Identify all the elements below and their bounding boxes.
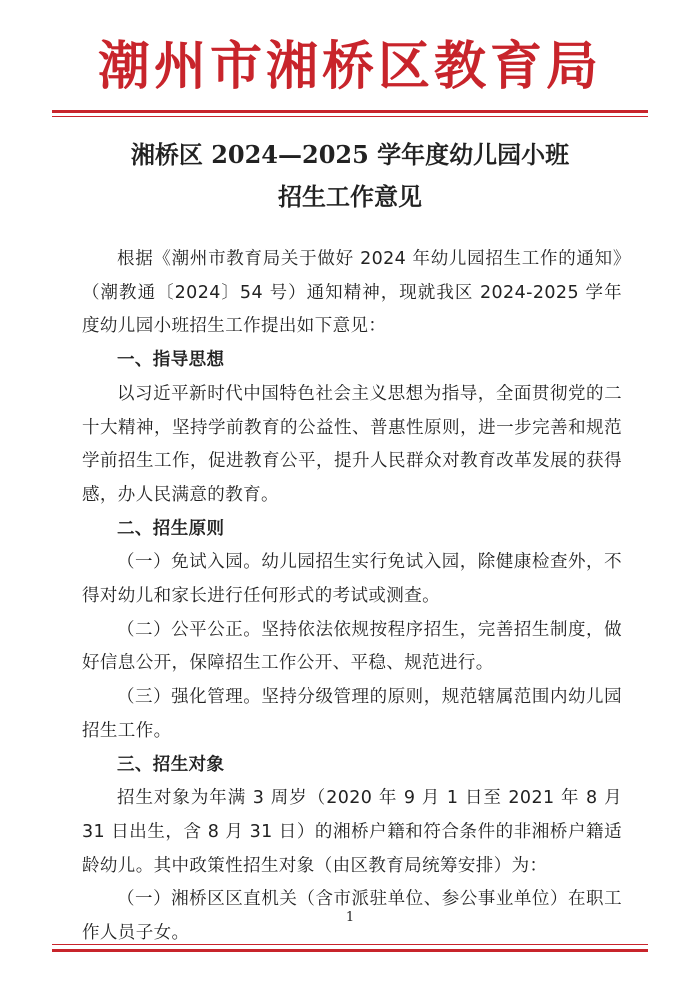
body-paragraph: （一）免试入园。幼儿园招生实行免试入园，除健康检查外，不得对幼儿和家长进行任何形式的考试或测查。 [82,552,622,607]
body-paragraph: （三）强化管理。坚持分级管理的原则，规范辖属范围内幼儿园招生工作。 [82,687,622,741]
document-body [82,243,622,951]
issuing-authority-title: 潮州市湘桥区教育局 [97,36,602,97]
document-title-line-2: 招生工作意见 [278,182,422,211]
body-paragraph: （一）湘桥区区直机关（含市派驻单位、参公事业单位）在职工作人员子女。 [82,889,622,944]
header-rule-thin [52,116,648,117]
section-heading: 一、指导思想 [117,350,225,371]
footer-rule-thin [52,944,648,945]
body-paragraph: （二）公平公正。坚持依法依规按程序招生，完善招生制度，做好信息公开，保障招生工作公开、平稳、规范进行。 [82,619,622,674]
body-paragraph: 以习近平新时代中国特色社会主义思想为指导，全面贯彻党的二十大精神，坚持学前教育的公益性、普惠性原则，进一步完善和规范学前招生工作，促进教育公平，提升人民群众对教育改革发展的获得感，办人民满意的教育。 [82,383,622,505]
body-paragraph: 根据《潮州市教育局关于做好 2024 年幼儿园招生工作的通知》（潮教通〔2024〕54 号）通知精神，现就我区 2024-2025 学年度幼儿园小班招生工作提出如下意见： [82,249,622,337]
section-heading: 三、招生对象 [117,754,225,775]
section-heading: 二、招生原则 [117,518,225,539]
footer-rule-thick [52,949,648,952]
document-title-line-1: 湘桥区 2024—2025 学年度幼儿园小班 [130,140,570,169]
page-number: 1 [345,910,355,925]
body-paragraph: 招生对象为年满 3 周岁（2020 年 9 月 1 日至 2021 年 8 月 31 日出生，含 8 月 31 日）的湘桥户籍和符合条件的非湘桥户籍适龄幼儿。其中政策性招生对象（由区教育局统筹安排）为： [82,788,622,876]
header-rule-thick [52,110,648,113]
